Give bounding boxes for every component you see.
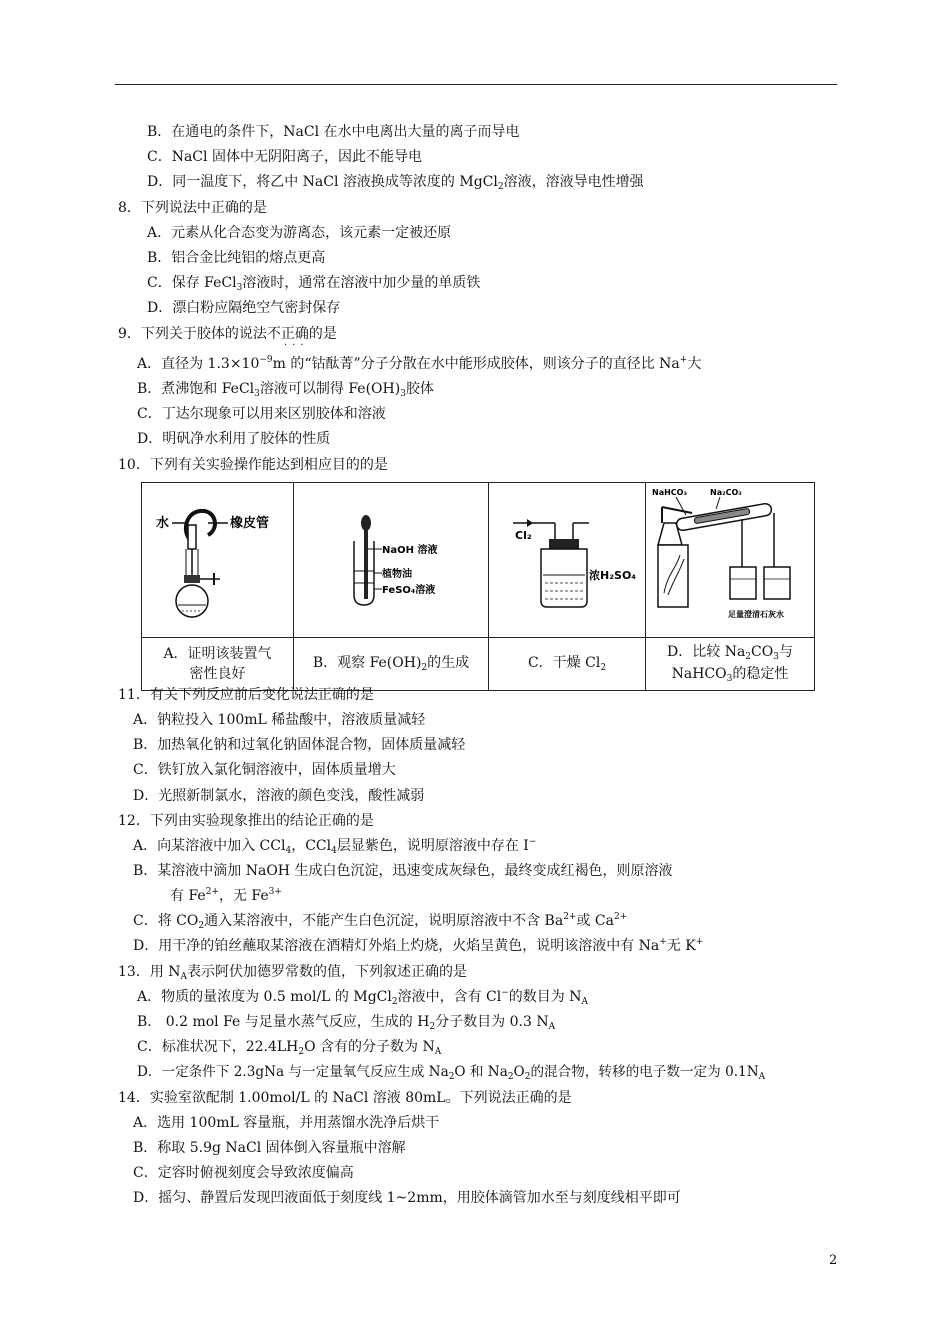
- q13-option-b: B． 0.2 mol Fe 与足量水蒸气反应，生成的 $H_2$分子数目为 0.3 $N_A$: [137, 1014, 556, 1032]
- q9-option-c: C．丁达尔现象可以用来区别胶体和溶液: [137, 406, 386, 422]
- q12-option-b-line2: 有 $Fe^{2+}$，无 $Fe^{3+}$: [170, 887, 282, 904]
- q8-option-c: C．保存 FeCl$_3$溶液时，通常在溶液中加少量的单质铁: [147, 275, 481, 293]
- q9-option-d: D．明矾净水利用了胶体的性质: [137, 431, 331, 447]
- fig-a-label-rubber-tube: 橡皮管: [230, 516, 270, 531]
- fig-d-label-limewater: 足量澄清石灰水: [728, 610, 784, 619]
- q9-option-b: B．煮沸饱和 FeCl$_3$溶液可以制得 $Fe(OH)_3$胶体: [137, 381, 434, 399]
- q12-option-c: C．将 $CO_2$通入某溶液中，不能产生白色沉淀，说明原溶液中不含 $Ba^{2+}$或 $Ca^{2+}$: [133, 912, 628, 931]
- fig-b-label-oil: 植物油: [382, 569, 412, 580]
- q8-option-b: B．铝合金比纯铝的熔点更高: [147, 250, 326, 266]
- caption-c: C．干燥 $Cl_2$: [489, 638, 646, 691]
- q11-stem: 11．有关下列反应前后变化说法正确的是: [118, 687, 374, 703]
- fig-b-label-feso4: FeSO₄溶液: [382, 585, 436, 596]
- q11-option-d: D．光照新制氯水，溶液的颜色变浅，酸性减弱: [133, 788, 425, 804]
- q13-stem: 13．用 $N_A$表示阿伏加德罗常数的值，下列叙述正确的是: [118, 964, 468, 982]
- q11-option-b: B．加热氧化钠和过氧化钠固体混合物，固体质量减轻: [133, 737, 466, 753]
- q11-option-c: C．铁钉放入氯化铜溶液中，固体质量增大: [133, 762, 396, 778]
- fig-a-label-water: 水: [156, 516, 170, 531]
- q9-stem: 9．下列关于胶体的说法不正确的是: [118, 326, 337, 342]
- q7-option-b: B．在通电的条件下，NaCl 在水中电离出大量的离子而导电: [147, 124, 520, 140]
- q13-option-d: D．一定条件下 2.3gNa 与一定量氧气反应生成 $Na_2O$ 和 $Na_2O_2$的混合物，转移的电子数一定为 $0.1N_A$: [137, 1064, 766, 1082]
- q8-option-d: D．漂白粉应隔绝空气密封保存: [147, 300, 341, 316]
- fig-d-label-na2co3: Na₂CO₃: [710, 488, 742, 497]
- q7-option-d: D．同一温度下，将乙中 NaCl 溶液换成等浓度的 MgCl$_2$溶液，溶液导电性增强: [147, 174, 644, 192]
- fig-c-label-cl2: Cl₂: [515, 529, 532, 542]
- q8-option-a: A．元素从化合态变为游离态，该元素一定被还原: [147, 225, 452, 241]
- q12-option-a: A．向某溶液中加入 CCl$_4$，CCl$_4$层显紫色，说明原溶液中存在 I−: [133, 837, 537, 856]
- q10-stem: 10．下列有关实验操作能达到相应目的的是: [118, 457, 388, 473]
- fig-b-label-naoh: NaOH 溶液: [382, 545, 438, 556]
- q7-option-c: C．NaCl 固体中无阴阳离子，因此不能导电: [147, 149, 422, 165]
- q12-option-d: D．用干净的铂丝蘸取某溶液在酒精灯外焰上灼烧，火焰呈黄色，说明该溶液中有 Na+无 K+: [133, 937, 704, 954]
- q14-option-c: C．定容时俯视刻度会导致浓度偏高: [133, 1165, 354, 1181]
- q14-option-b: B．称取 5.9g NaCl 固体倒入容量瓶中溶解: [133, 1140, 406, 1156]
- q12-option-b-line1: B．某溶液中滴加 NaOH 生成白色沉淀，迅速变成灰绿色，最终变成红褐色，则原溶液: [133, 863, 673, 879]
- caption-b: B．观察 $Fe(OH)_2$的生成: [294, 638, 489, 691]
- fig-c-label-h2so4: 浓H₂SO₄: [589, 569, 637, 582]
- q12-stem: 12．下列由实验现象推出的结论正确的是: [118, 813, 374, 829]
- q9-option-a: A．直径为 $1.3\times 10^{-9}m$ 的“钴酞菁”分子分散在水中能形成胶体，则该分子的直径比 Na+大: [137, 355, 702, 372]
- caption-a: A．证明该装置气 密性良好: [142, 638, 294, 691]
- q14-option-a: A．选用 100mL 容量瓶，并用蒸馏水洗净后烘干: [133, 1115, 440, 1131]
- q13-option-a: A．物质的量浓度为 0.5 mol/L 的 MgCl$_2$溶液中，含有 Cl−的数目为 $N_A$: [137, 988, 588, 1007]
- page-number: 2: [829, 1253, 838, 1268]
- figure-b-fe-oh-2: [294, 483, 489, 638]
- q11-option-a: A．钠粒投入 100mL 稀盐酸中，溶液质量减轻: [133, 712, 426, 728]
- q8-stem: 8．下列说法中正确的是: [118, 200, 267, 216]
- figure-a-airtightness: [142, 483, 294, 638]
- header-rule: [115, 84, 837, 85]
- figure-c-dry-cl2: [489, 483, 646, 638]
- caption-d: D．比较 $Na_2CO_3$与 NaHCO$_3$的稳定性: [646, 638, 815, 691]
- q9-emphasis-dots: ···: [284, 340, 309, 351]
- q13-option-c: C．标准状况下，$22.4LH_2O$ 含有的分子数为 $N_A$: [137, 1039, 442, 1057]
- experiment-table: [141, 482, 815, 691]
- q14-stem: 14．实验室欲配制 1.00mol/L 的 NaCl 溶液 80mL。下列说法正确的是: [118, 1090, 572, 1106]
- q14-option-d: D．摇匀、静置后发现凹液面低于刻度线 1~2mm，用胶体滴管加水至与刻度线相平即可: [133, 1190, 681, 1206]
- figure-d-stability: [646, 483, 815, 638]
- fig-d-label-nahco3: NaHCO₃: [652, 488, 687, 497]
